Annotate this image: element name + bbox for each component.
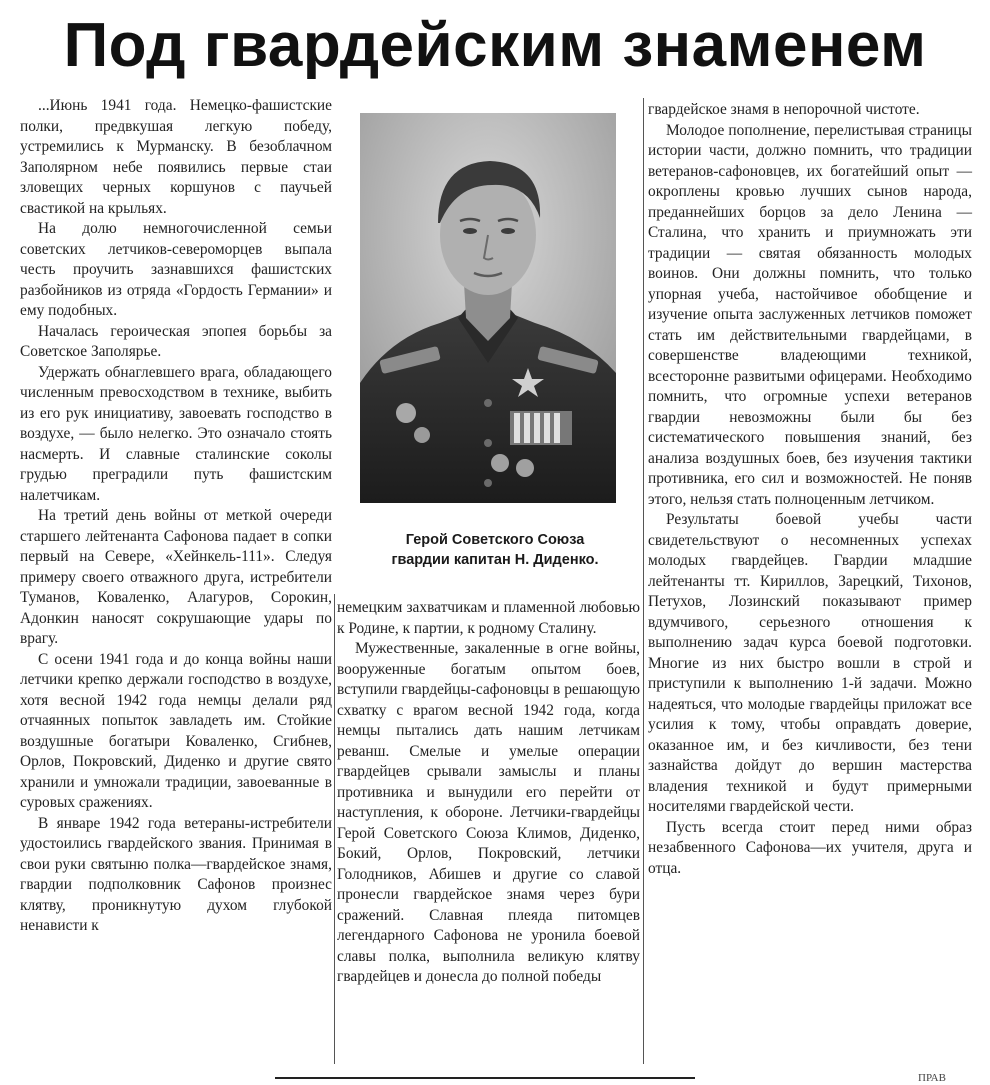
- paragraph: С осени 1941 года и до конца войны наши летчики крепко держали господство в воздухе, хотя весной 1942 года немцы делали ряд отчаянных попыток завладеть им. Стойкие воздушные богатыри Коваленко, Сгибнев, Орлов, Покровский, Диденко и другие свято хранили и умножали традиции, завоеванные в суровых сражениях.: [20, 650, 332, 811]
- paragraph: На долю немногочисленной семьи советских летчиков-североморцев выпала честь проучить зазнавшихся фашистских разбойников из отряда «Гордость Германии» и ему подобных.: [20, 220, 332, 319]
- paragraph: гвардейское знамя в непорочной чистоте.: [648, 101, 920, 118]
- portrait-illustration: [360, 113, 616, 503]
- article-column-3: [648, 100, 972, 879]
- paragraph: На третий день войны от меткой очереди старшего лейтенанта Сафонова падает в сопки первый на Севере, «Хейнкель-111». Следуя примеру своего отважного друга, истребители Туманов, Коваленко, Алагуров, Сорокин, Адонкин наносят сокрушающие удары по врагу.: [20, 507, 332, 647]
- bottom-rule: [275, 1077, 695, 1079]
- paragraph: Молодое пополнение, перелистывая страницы истории части, должно помнить, что традиции ветеранов-сафоновцев, их богатейший опыт — окроплены кровью лучших сынов народа, преданнейших борцов за дело Ленина — Сталина, что хранить и приумножать эти традиции — святая обязанность молодых воинов. Они должны помнить, что только упорная учеба, настойчивое обобщение и изучение опыта заслуженных летчиков поможет стать им действительными гвардейцами, в совершенстве владеющими техникой, всесторонне развитыми офицерами. Необходимо помнить, что огромные успехи ветеранов гвардии невозможны были бы без систематического повышения знаний, без анализа воздушных боев, без изучения тактики противника, его сил и возможностей. Не поняв этого, нельзя стать полноценным летчиком.: [648, 121, 972, 508]
- paragraph: Пусть всегда стоит перед ними образ незабвенного Сафонова—их учителя, друга и отца.: [648, 818, 972, 877]
- column-divider: [643, 98, 644, 1064]
- paragraph: Удержать обнаглевшего врага, обладающего численным превосходством в технике, выбить из его рук инициативу, завоевать господство в воздухе, — было нелегко. Это означало стоять насмерть. И славные сталинские соколы грудью преградили путь фашистским налетчикам.: [20, 363, 332, 504]
- paragraph: ...Июнь 1941 года. Немецко-фашистские полки, предвкушая легкую победу, устремились к Мурманску. В безоблачном Заполярном небе появились первые стаи зловещих черных коршунов с паучьей свастикой на крыльях.: [20, 97, 332, 217]
- paragraph: немецким захватчикам и пламенной любовью к Родине, к партии, к родному Сталину.: [337, 599, 640, 637]
- portrait-photo: [360, 113, 616, 503]
- paragraph: В январе 1942 года ветераны-истребители удостоились гвардейского звания. Принимая в свои руки святыню полка—гвардейское знамя, гвардии подполковник Сафонов произнес клятву, проникнутую духом глубокой ненависти к: [20, 814, 332, 934]
- headline: Под гвардейским знаменем: [63, 11, 927, 80]
- column-divider: [334, 594, 335, 1064]
- footer-fragment: ПРАВ: [918, 1072, 946, 1084]
- photo-caption: [345, 530, 645, 570]
- paragraph: Началась героическая эпопея борьбы за Советское Заполярье.: [20, 322, 332, 360]
- caption-line-1: Герой Советского Союза: [405, 532, 585, 548]
- article-column-2: [337, 598, 640, 988]
- paragraph: Мужественные, закаленные в огне войны, вооруженные богатым опытом боев, вступили гвардейцы-сафоновцы в решающую схватку с врагом весной 1942 года, когда немцы пытались дать нашим летчикам реванш. Смелые и умелые операции гвардейцев срывали замыслы и планы противника и вынудили его перейти от наступления, к обороне. Летчики-гвардейцы Герой Советского Союза Климов, Диденко, Бокий, Орлов, Покровский, летчики Голодников, Абишев и другие со славой пронесли гвардейское знамя через бури сражений. Славная плеяда питомцев легендарного Сафонова не уронила боевой славы полка, выполнила великую клятву гвардейцев и донесла до полной победы: [337, 640, 640, 985]
- paragraph: Результаты боевой учебы части свидетельствуют о несомненных успехах молодых гвардейцев. Гвардии младшие лейтенанты тт. Кириллов, Зарецкий, Тихонов, Петухов, Лозинский показывают пример вдумчивого, серьезного отношения к выполнению задач курса боевой подготовки. Многие из них быстро вошли в строй и приступили к выполнению 1-й задачи. Можно надеяться, что молодые гвардейцы приложат все усилия к тому, чтобы оправдать доверие, оказанное им, и без кичливости, без тени зазнайства дойдут до вершин мастерства владения техникой и будут примерными носителями гвардейской чести.: [648, 511, 972, 815]
- article-column-1: [20, 96, 332, 937]
- caption-line-2: гвардии капитан Н. Диденко.: [391, 552, 599, 568]
